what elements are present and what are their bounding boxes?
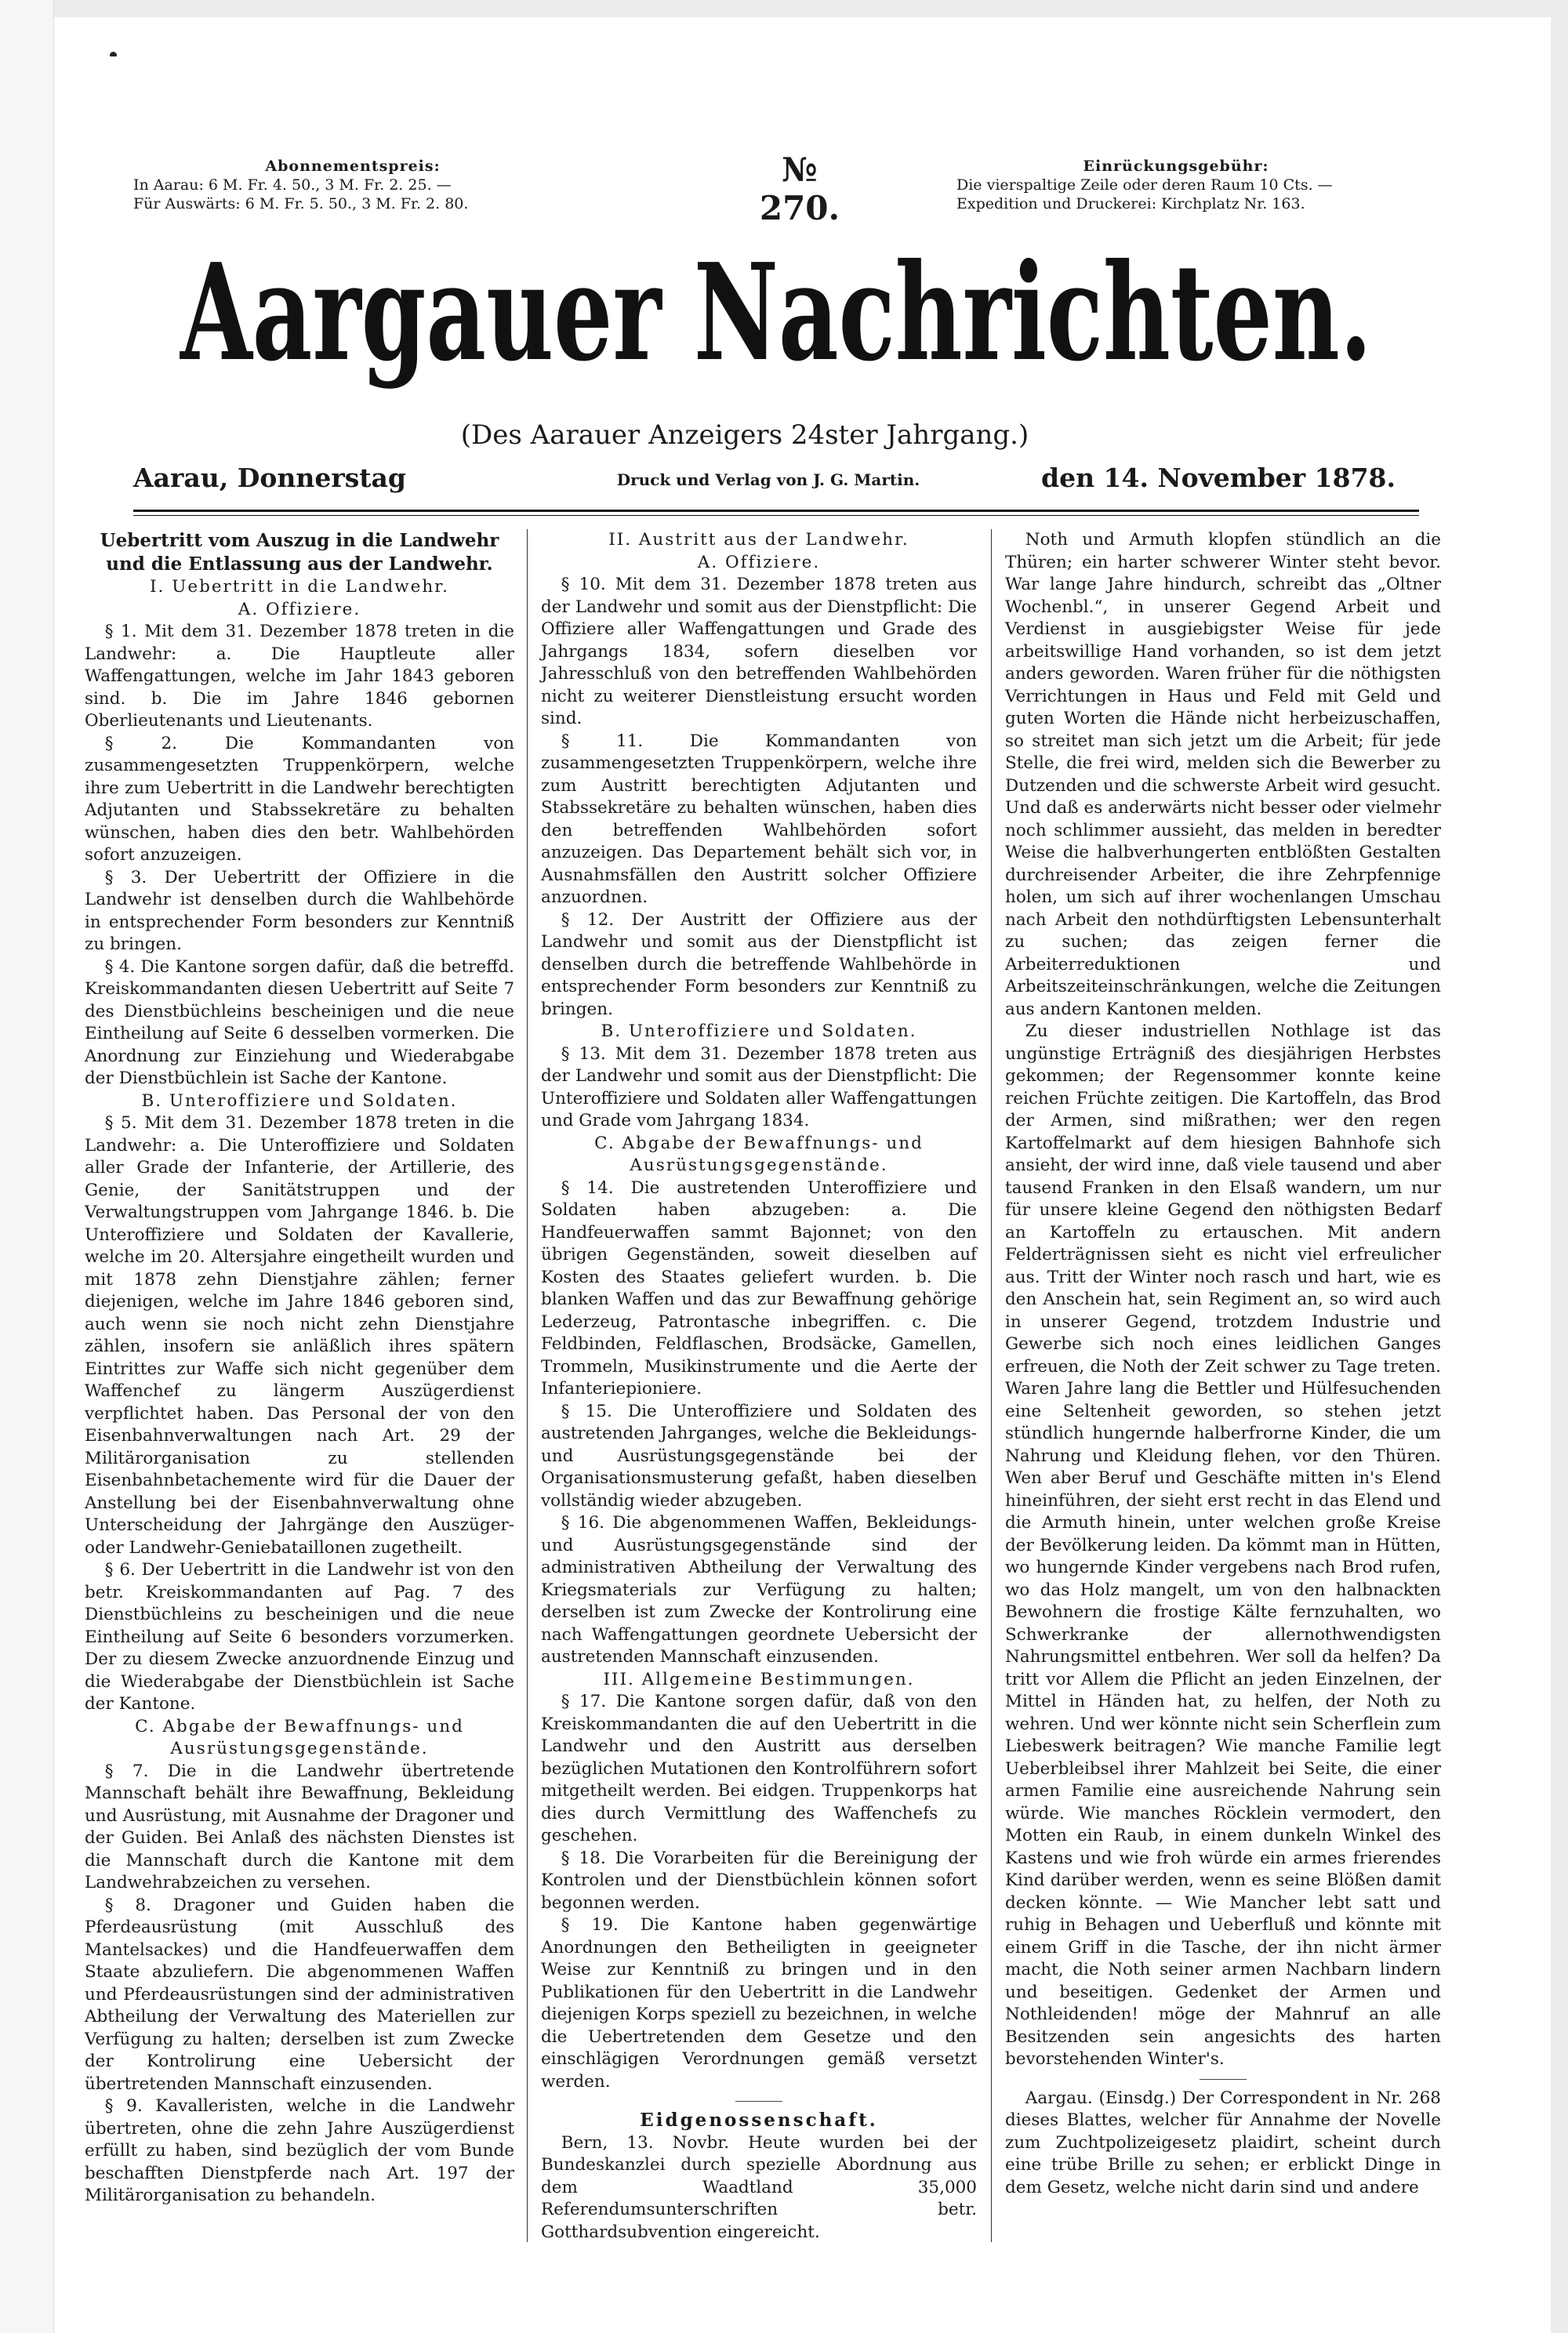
paragraph: § 8. Dragoner und Guiden haben die Pferdeausrüstung (mit Ausschluß des Mantelsackes) und die Handfeuerwaffen dem Staate abzuliefern. Die abgenommenen Waffen und Pferdeausrüstungen sind der administrativen Abtheilung der Verwaltung des Materiellen zur Verfügung zu halten; derselben ist zum Zwecke der Kontrolirung eine Uebersicht der übertretenden Mannschaft einzusenden. bbox=[85, 1895, 514, 2094]
paragraph: § 17. Die Kantone sorgen dafür, daß von den Kreiskommandanten die auf den Uebertritt in die Landwehr und den Austritt aus derselben bezüglichen Mutationen den Kontrolführern sofort mitgetheilt werden. Bei eidgen. Truppenkorps hat dies durch Vermittlung des Waffenchefs zu geschehen. bbox=[541, 1692, 977, 1845]
paragraph: Bern, 13. Novbr. Heute wurden bei der Bundeskanzlei durch spezielle Abordnung aus dem Waadtland 35,000 Referendumsunterschriften betr. Gotthardsubvention eingereicht. bbox=[541, 2132, 977, 2242]
dateline bbox=[133, 463, 1396, 502]
section-separator bbox=[735, 2101, 782, 2102]
paragraph: § 6. Der Uebertritt in die Landwehr ist von den betr. Kreiskommandanten auf Pag. 7 des Dienstbüchleins zu bescheinigen und die neue Eintheilung auf Seite 6 besonders vorzumerken. Der zu diesem Zwecke anzuordnende Einzug und die Wiederabgabe der Dienstbüchlein ist Sache der Kantone. bbox=[85, 1560, 514, 1714]
paragraph: § 9. Kavalleristen, welche in die Landwehr übertreten, ohne die zehn Jahre Auszügerdienst erfüllt zu haben, sind bezüglich der vom Bunde beschafften Dienstpferde nach Art. 197 der Militärorganisation zu behandeln. bbox=[85, 2096, 514, 2205]
paragraph: § 10. Mit dem 31. Dezember 1878 treten aus der Landwehr und somit aus der Dienstpflicht: Die Offiziere aller Waffengattungen und Grade des Jahrgangs 1834, sofern dieselben vor Jahresschluß von den betreffenden Wahlbehörden nicht zu weiterer Dienstleistung ersucht worden sind. bbox=[541, 575, 977, 728]
paragraph: § 15. Die Unteroffiziere und Soldaten des austretenden Jahrganges, welche die Bekleidungs- und Ausrüstungsgegenstände bei der Organisationsmusterung gefaßt, haben dieselben vollständig wieder abzugeben. bbox=[541, 1401, 977, 1511]
scan-border-right bbox=[1551, 0, 1568, 2333]
masthead-subtitle: (Des Aarauer Anzeigers 24ster Jahrgang.) bbox=[460, 419, 1029, 451]
section-heading: I. Uebertritt in die Landwehr. bbox=[150, 577, 449, 597]
masthead-text: Aargauer Nachrichten. bbox=[179, 234, 1372, 391]
paragraph: § 5. Mit dem 31. Dezember 1878 treten in die Landwehr: a. Die Unteroffiziere und Soldaten aller Grade der Infanterie, der Artillerie, des Genie, der Sanitätstruppen und der Verwaltungstruppen vom Jahrgange 1846. b. Die Unteroffiziere und Soldaten der Kavallerie, welche im 20. Altersjahre eingetheilt wurden und mit 1878 zehn Dienstjahre zählen; ferner diejenigen, welche im Jahre 1846 geboren sind, auch wenn sie noch nicht zehn Dienstjahre zählen, insofern sie anläßlich ihres spätern Eintrittes zur Waffe sich nicht gegenüber dem Waffenchef zu längerm Auszügerdienst verpflichtet haben. Das Personal der von den Eisenbahnverwaltungen nach Art. 29 der Militärorganisation zu stellenden Eisenbahnbetachemente wird für die Dauer der Anstellung bei der Eisenbahnverwaltung ohne Unterscheidung der Jahrgänge den Auszüger- oder Landwehr-Geniebataillonen zugetheilt. bbox=[85, 1113, 514, 1558]
dateline-publisher: Druck und Verlag von J. G. Martin. bbox=[616, 470, 920, 489]
section-title-eidgenossenschaft: Eidgenossenschaft. bbox=[640, 2110, 878, 2131]
column-divider bbox=[991, 529, 992, 2242]
header-rule-thin bbox=[133, 515, 1419, 516]
paragraph: § 3. Der Uebertritt der Offiziere in die Landwehr ist denselben durch die Wahlbehörde in entsprechender Form besonders zur Kenntniß zu bringen. bbox=[85, 867, 514, 954]
paragraph: § 14. Die austretenden Unteroffiziere und Soldaten haben abzugeben: a. Die Handfeuerwaffen sammt Bajonnet; von den übrigen Gegenständen, soweit dieselben auf Kosten des Staates geliefert wurden. b. Die blanken Waffen und das zur Bewaffnung gehörige Lederzeug, Patrontasche inbegriffen. c. Die Feldbinden, Feldflaschen, Brodsäcke, Gamellen, Trommeln, Musikinstrumente und die Aerte der Infanteriepioniere. bbox=[541, 1177, 977, 1399]
insertion-fee-block bbox=[956, 157, 1396, 213]
paragraph: § 1. Mit dem 31. Dezember 1878 treten in die Landwehr: a. Die Hauptleute aller Waffengattungen, welche im Jahr 1843 geboren sind. b. Die im Jahre 1846 gebornen Oberlieutenants und Lieutenants. bbox=[85, 622, 514, 731]
subsection-heading: C. Abgabe der Bewaffnungs- und Ausrüstungsgegenstände. bbox=[135, 1716, 464, 1758]
subscription-price-block bbox=[133, 157, 572, 213]
paragraph: Noth und Armuth klopfen stündlich an die Thüren; ein harter schwerer Winter steht bevor. War lange Jahre hindurch, schreibt das „Oltner Wochenbl.“, in unserer Gegend Arbeit und Verdienst in ausgiebigster Weise für jede arbeitswillige Hand vorhanden, so ist dem jetzt anders geworden. Waren früher für die nöthigsten Verrichtungen in Haus und Feld mit Geld und guten Worten die Hände nicht herbeizuschaffen, so streitet man sich jetzt um die Arbeit; für jede Stelle, die frei wird, melden sich die Bewerber zu Dutzenden und die schwerste Arbeit wird gesucht. Und daß es anderwärts nicht besser oder vielmehr noch schlimmer aussieht, das melden in beredter Weise die halbverhungerten entblößten Gestalten durchreisender Arbeiter, die ihre Zehrpfennige holen, um sich auf ihrer wochenlangen Umschau nach Arbeit den nothdürftigsten Lebensunterhalt zu suchen; das zeigen ferner die Arbeiterreduktionen und Arbeitszeiteinschränkungen, welche die Zeitungen aus andern Kantonen melden. bbox=[1005, 530, 1441, 1019]
insertion-fee-title: Einrückungsgebühr: bbox=[1083, 158, 1269, 175]
masthead-title bbox=[172, 210, 1380, 398]
subsection-heading: C. Abgabe der Bewaffnungs- und Ausrüstungsgegenstände. bbox=[594, 1133, 924, 1175]
insertion-fee-line: Die vierspaltige Zeile oder deren Raum 10 Cts. — bbox=[956, 176, 1333, 194]
subsection-heading: A. Offiziere. bbox=[697, 552, 821, 572]
column-3 bbox=[1005, 529, 1441, 2199]
column-1 bbox=[85, 529, 514, 2208]
paragraph: § 11. Die Kommandanten von zusammengesetzten Truppenkörpern, welche ihre zum Austritt berechtigten Adjutanten und Stabssekretäre zu behalten wünschen, haben dies den betreffenden Wahlbehörden sofort anzuzeigen. Das Departement behält sich vor, in Ausnahmsfällen den Austritt solcher Offiziere anzuordnen. bbox=[541, 731, 977, 907]
paragraph: Zu dieser industriellen Nothlage ist das ungünstige Erträgniß des diesjährigen Herbstes gekommen; der Regensommer konnte keine reichen Früchte zeitigen. Die Kartoffeln, das Brod der Armen, sind mißrathen; wer den regen Kartoffelmarkt auf dem hiesigen Bahnhofe sich ansieht, der wird inne, daß viele tausend und aber tausend Franken in den Elsaß wandern, um nur für unsere kleine Gegend den nöthigsten Bedarf an Kartoffeln zu ertauschen. Mit andern Felderträgnissen sieht es nicht viel erfreulicher aus. Tritt der Winter noch rasch und hart, wie es den Anschein hat, sein Regiment an, so wird auch in unserer Gegend, trotzdem Industrie und Gewerbe sich noch eines leidlichen Ganges erfreuen, die Noth der Zeit schwer zu Tage treten. Waren Jahre lang die Bettler und Hülfesuchenden eine Seltenheit geworden, so stehen jetzt stündlich hungernde halberfrorne Kinder, die um Nahrung und Kleidung flehen, vor den Thüren. Wen aber Beruf und Geschäfte mitten in's Elend hineinführen, der sieht erst recht in das Elend und die Armuth hinein, unter welchen große Kreise der Bevölkerung leiden. Da kömmt man in Hütten, wo hungernde Kinder vergebens nach Brod rufen, wo das Holz mangelt, um von den halbnackten Bewohnern die frostige Kälte fernzuhalten, wo Schwerkranke der allernothwendigsten Nahrungsmittel entbehren. Wer soll da helfen? Da tritt vor Allem die Pflicht an jeden Einzelnen, der Mittel in Händen hat, zu helfen, der Noth zu wehren. Und wer könnte nicht sein Scherflein zum Liebeswerk beitragen? Wie manche Familie legt Ueberbleibsel ihrer Mahlzeit bei Seite, die einer armen Familie eine ausreichende Nahrung sein würde. Wie manches Röcklein vermodert, den Motten ein Raub, in einem dunkeln Winkel des Kastens und wie froh würde ein armes frierendes Kind darüber werden, wenn es seine Blößen damit decken könnte. — Wie Mancher lebt satt und ruhig in Behagen und Ueberfluß und könnte mit einem Griff in die Tasche, der ihn nicht ärmer macht, die Noth seiner armen Nachbarn lindern und beseitigen. Gedenket der Armen und Nothleidenden! möge der Mahnruf an alle Besitzenden sein angesichts des harten bevorstehenden Winter's. bbox=[1005, 1021, 1441, 2069]
dateline-place-day: Aarau, Donnerstag bbox=[133, 463, 406, 493]
paragraph: § 13. Mit dem 31. Dezember 1878 treten aus der Landwehr und somit aus der Dienstpflicht: Die Unteroffiziere und Soldaten aller Waffengattungen und Grade vom Jahrgang 1834. bbox=[541, 1043, 977, 1130]
column-2 bbox=[541, 529, 977, 2244]
issue-number: № 270. bbox=[759, 151, 840, 227]
paragraph: § 12. Der Austritt der Offiziere aus der Landwehr und somit aus der Dienstpflicht ist denselben durch die betreffende Wahlbehörde in entsprechender Form besonders zur Kenntniß zu bringen. bbox=[541, 909, 977, 1019]
paragraph: Aargau. (Einsdg.) Der Correspondent in Nr. 268 dieses Blattes, welcher für Annahme der Novelle zum Zuchtpolizeigesetz plaidirt, scheint durch eine trübe Brille zu sehen; er erblickt Dinge in dem Gesetz, welche nicht darin sind und andere bbox=[1005, 2088, 1441, 2197]
paragraph: § 7. Die in die Landwehr übertretende Mannschaft behält ihre Bewaffnung, Bekleidung und Ausrüstung, mit Ausnahme der Dragoner und der Guiden. Bei Anlaß des nächsten Dienstes ist die Mannschaft durch die Kantone mit dem Landwehrabzeichen zu versehen. bbox=[85, 1761, 514, 1892]
adjacent-page-edge bbox=[0, 0, 54, 2333]
section-separator bbox=[1200, 2079, 1247, 2080]
header-rule-thick bbox=[133, 510, 1419, 512]
section-heading: II. Austritt aus der Landwehr. bbox=[608, 530, 909, 550]
subsection-heading: A. Offiziere. bbox=[238, 599, 361, 619]
dateline-date: den 14. November 1878. bbox=[1041, 463, 1396, 493]
column-divider bbox=[527, 529, 528, 2242]
section-heading: III. Allgemeine Bestimmungen. bbox=[603, 1669, 915, 1689]
subscription-title: Abonnementspreis: bbox=[265, 158, 441, 175]
article-heading: Uebertritt vom Auszug in die Landwehr und die Entlassung aus der Landwehr. bbox=[100, 530, 499, 575]
expedition-line: Expedition und Druckerei: Kirchplatz Nr. 163. bbox=[956, 195, 1305, 212]
subscription-line-auswaerts: Für Auswärts: 6 M. Fr. 5. 50., 3 M. Fr. 2. 80. bbox=[133, 195, 469, 212]
paragraph: § 4. Die Kantone sorgen dafür, daß die betreffd. Kreiskommandanten diesen Uebertritt auf Seite 7 des Dienstbüchleins bescheinigen und die neue Eintheilung auf Seite 6 desselben vormerken. Die Anordnung zur Einziehung und Wiederabgabe der Dienstbüchlein ist Sache der Kantone. bbox=[85, 956, 514, 1088]
paragraph: § 2. Die Kommandanten von zusammengesetzten Truppenkörpern, welche ihre zum Uebertritt in die Landwehr berechtigten Adjutanten und Stabssekretäre zu behalten wünschen, haben dies den betr. Wahlbehörden sofort anzuzeigen. bbox=[85, 733, 514, 865]
paragraph: § 18. Die Vorarbeiten für die Bereinigung der Kontrolen und der Dienstbüchlein können sofort begonnen werden. bbox=[541, 1848, 977, 1913]
subscription-line-aarau: In Aarau: 6 M. Fr. 4. 50., 3 M. Fr. 2. 25. — bbox=[133, 176, 452, 194]
paragraph: § 16. Die abgenommenen Waffen, Bekleidungs- und Ausrüstungsgegenstände sind der administrativen Abtheilung der Verwaltung des Kriegsmaterials zur Verfügung zu halten; derselben ist zum Zwecke der Kontrolirung eine nach Waffengattungen geordnete Uebersicht der austretenden Mannschaft einzusenden. bbox=[541, 1513, 977, 1667]
subsection-heading: B. Unteroffiziere und Soldaten. bbox=[141, 1090, 458, 1111]
paragraph: § 19. Die Kantone haben gegenwärtige Anordnungen den Betheiligten in geeigneter Weise zur Kenntniß zu bringen und in den Publikationen für den Uebertritt in die Landwehr diejenigen Korps speziell zu bezeichnen, in welche die Uebertretenden dem Gesetze und den einschlägigen Verordnungen gemäß versetzt werden. bbox=[541, 1915, 977, 2092]
scan-border-top bbox=[0, 0, 1568, 17]
subsection-heading: B. Unteroffiziere und Soldaten. bbox=[601, 1021, 917, 1041]
